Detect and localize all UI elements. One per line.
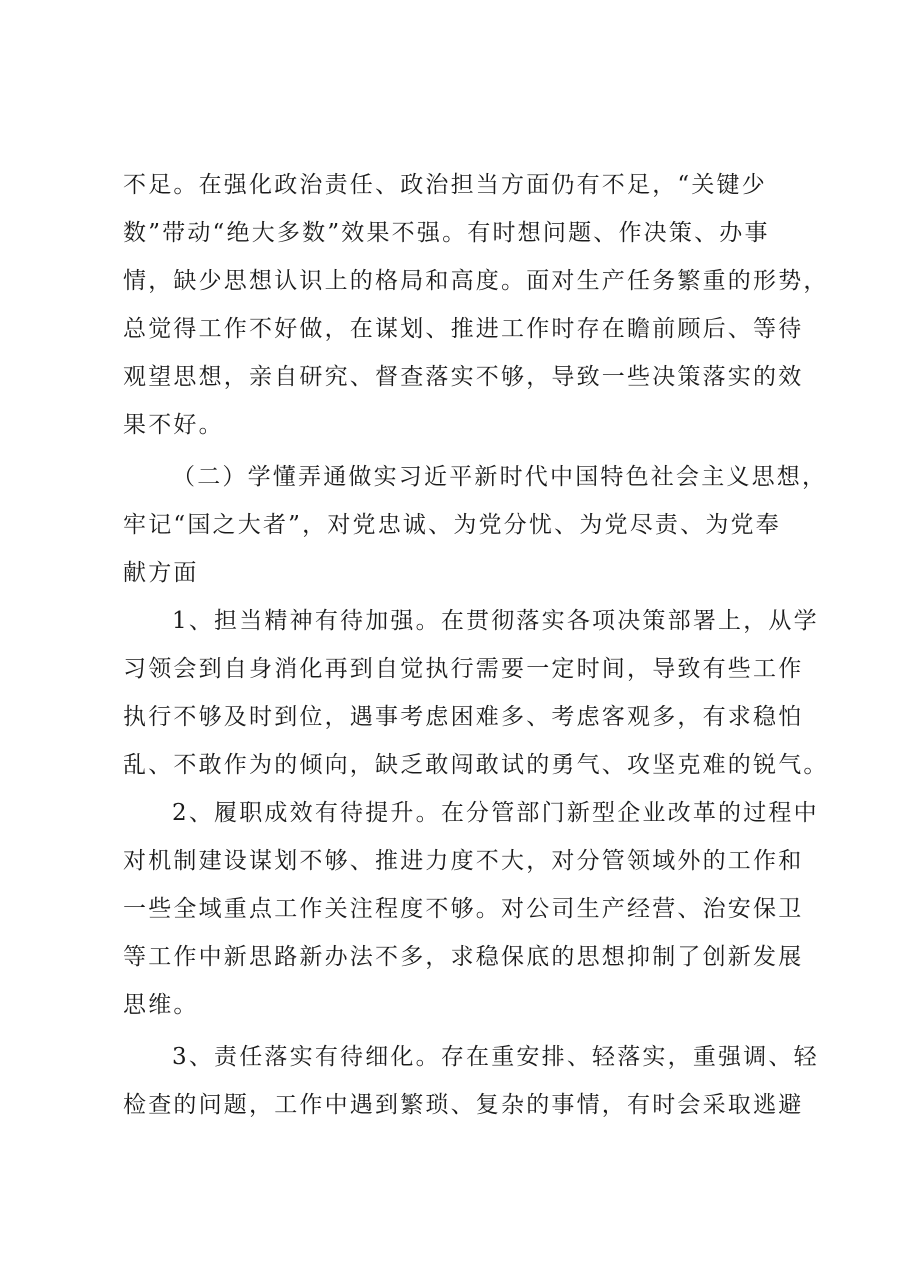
text-line: 检查的问题，工作中遇到繁琐、复杂的事情，有时会采取逃避	[123, 1092, 804, 1118]
text-line: 习领会到自身消化再到自觉执行需要一定时间，导致有些工作	[123, 656, 804, 682]
text-line: 观望思想，亲自研究、督查落实不够，导致一些决策落实的效	[123, 364, 804, 390]
text-line: 果不好。	[123, 412, 224, 438]
text-line: 1、担当精神有待加强。在贯彻落实各项决策部署上，从学	[172, 608, 819, 634]
text-line: 思维。	[123, 992, 199, 1018]
text-line: 执行不够及时到位，遇事考虑困难多、考虑客观多，有求稳怕	[123, 704, 804, 730]
section-heading-line: 献方面	[123, 560, 199, 586]
text-line: 3、责任落实有待细化。存在重安排、轻落实，重强调、轻	[172, 1044, 819, 1070]
text-line: 总觉得工作不好做，在谋划、推进工作时存在瞻前顾后、等待	[123, 316, 804, 342]
text-line: 不足。在强化政治责任、政治担当方面仍有不足，“关键少	[123, 172, 767, 198]
text-line: 一些全域重点工作关注程度不够。对公司生产经营、治安保卫	[123, 896, 804, 922]
section-heading-line: 牢记“国之大者”，对党忠诚、为党分忧、为党尽责、为党奉	[123, 512, 781, 538]
section-heading-line: （二）学懂弄通做实习近平新时代中国特色社会主义思想，	[172, 464, 828, 490]
text-line: 2、履职成效有待提升。在分管部门新型企业改革的过程中	[172, 800, 819, 826]
text-line: 对机制建设谋划不够、推进力度不大，对分管领域外的工作和	[123, 848, 804, 874]
text-line: 情，缺少思想认识上的格局和高度。面对生产任务繁重的形势，	[123, 268, 829, 294]
text-line: 等工作中新思路新办法不多，求稳保底的思想抑制了创新发展	[123, 944, 804, 970]
text-line: 数”带动“绝大多数”效果不强。有时想问题、作决策、办事	[123, 220, 770, 246]
text-line: 乱、不敢作为的倾向，缺乏敢闯敢试的勇气、攻坚克难的锐气。	[123, 752, 829, 778]
